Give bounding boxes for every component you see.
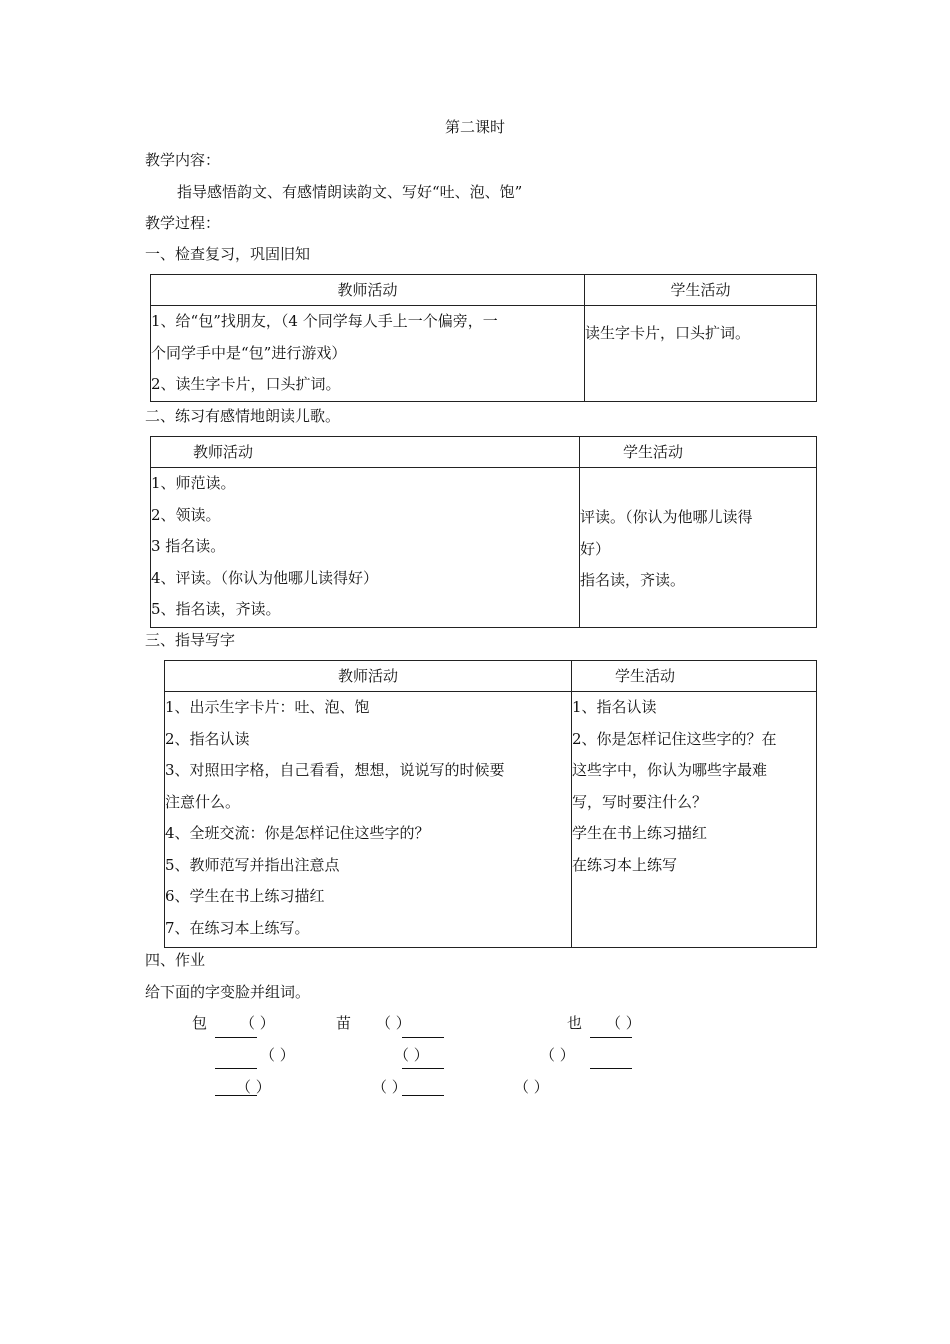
student-header: 学生活动 — [572, 661, 817, 692]
student-line: 评读。（你认为他哪儿读得 — [580, 508, 753, 526]
answer-paren: （ ） — [240, 1014, 275, 1032]
student-activities — [580, 468, 817, 628]
answer-paren: （ ） — [394, 1046, 429, 1064]
answer-blank — [590, 1037, 632, 1038]
section-2-table — [150, 436, 817, 628]
answer-blank — [215, 1068, 257, 1069]
student-line: 学生在书上练习描红 — [572, 824, 708, 842]
answer-paren: （ ） — [606, 1014, 641, 1032]
student-line: 这些字中，你认为哪些字最难 — [572, 761, 768, 779]
teacher-line: 个同学手中是“包”进行游戏） — [151, 343, 347, 362]
section-3-table — [164, 660, 817, 948]
section-1-heading: 一、检查复习，巩固旧知 — [145, 245, 311, 263]
content-text: 指导感悟韵文、有感情朗读韵文、写好“吐、泡、饱” — [177, 183, 523, 201]
student-header: 学生活动 — [585, 275, 817, 306]
section-3-heading: 三、指导写字 — [145, 631, 236, 649]
content-label: 教学内容： — [145, 151, 221, 169]
answer-paren: （ ） — [514, 1078, 549, 1096]
teacher-line: 2、领读。 — [151, 505, 221, 524]
homework-char-ye: 也 — [567, 1014, 583, 1032]
teacher-line: 5、指名读，齐读。 — [151, 600, 281, 618]
answer-blank — [402, 1095, 444, 1096]
answer-paren: （ ） — [260, 1046, 295, 1064]
teacher-activities — [151, 468, 580, 628]
teacher-activities — [151, 306, 585, 402]
teacher-line: 2、指名认读 — [165, 729, 250, 748]
student-line: 指名读，齐读。 — [580, 571, 686, 589]
teacher-line: 1、师范读。 — [151, 474, 236, 492]
answer-blank — [590, 1068, 632, 1069]
teacher-line: 6、学生在书上练习描红 — [165, 887, 325, 905]
answer-blank — [402, 1037, 444, 1038]
answer-blank — [215, 1037, 257, 1038]
homework-instruction: 给下面的字变脸并组词。 — [145, 983, 311, 1001]
teacher-line: 4、全班交流：你是怎样记住这些字的？ — [165, 824, 430, 842]
teacher-activities — [165, 692, 572, 948]
teacher-header: 教师活动 — [151, 437, 580, 468]
student-activities — [572, 692, 817, 948]
answer-paren: （ ） — [376, 1014, 411, 1032]
process-label: 教学过程： — [145, 214, 221, 232]
student-header: 学生活动 — [580, 437, 817, 468]
teacher-line: 1、出示生字卡片：吐、泡、饱 — [165, 698, 370, 716]
answer-paren: （ ） — [372, 1078, 407, 1096]
section-1-table — [150, 274, 817, 402]
teacher-line: 3 指名读。 — [151, 537, 226, 555]
teacher-line: 注意什么。 — [165, 792, 241, 811]
student-line: 写，写时要注什么？ — [572, 792, 708, 811]
teacher-line: 1、给“包”找朋友，（4 个同学每人手上一个偏旁，一 — [151, 312, 498, 330]
answer-paren: （ ） — [540, 1046, 575, 1064]
student-line: 在练习本上练写 — [572, 855, 678, 874]
teacher-line: 5、教师范写并指出注意点 — [165, 855, 340, 874]
section-2-heading: 二、练习有感情地朗读儿歌。 — [145, 407, 341, 425]
student-line: 读生字卡片，口头扩词。 — [585, 323, 751, 342]
homework-heading: 四、作业 — [145, 951, 206, 969]
answer-blank — [402, 1068, 444, 1069]
teacher-header: 教师活动 — [165, 661, 572, 692]
page-title: 第二课时 — [444, 118, 505, 136]
teacher-line: 2、读生字卡片，口头扩词。 — [151, 375, 341, 393]
student-line: 1、指名认读 — [572, 698, 657, 716]
homework-char-miao: 苗 — [336, 1014, 352, 1032]
teacher-line: 3、对照田字格，自己看看，想想，说说写的时候要 — [165, 761, 505, 779]
student-line: 好） — [580, 539, 611, 558]
answer-paren: （ ） — [236, 1078, 271, 1096]
homework-char-bao: 包 — [192, 1014, 208, 1032]
teacher-line: 4、评读。（你认为他哪儿读得好） — [151, 568, 379, 587]
teacher-header: 教师活动 — [151, 275, 585, 306]
student-line: 2、你是怎样记住这些字的？在 — [572, 729, 777, 748]
student-activities — [585, 306, 817, 402]
teacher-line: 7、在练习本上练写。 — [165, 918, 310, 937]
